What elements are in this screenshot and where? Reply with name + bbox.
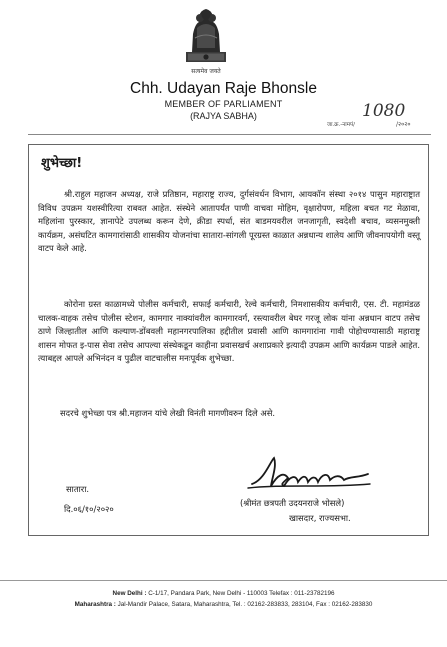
letter-paragraph: श्री.राहुल महाजन अध्यक्ष, राजे प्रतिष्ठान, महाराष्ट्र राज्य, दुर्गसंवर्धन विभाग, आयकॉन संस्था २०१४ पासुन महाराष्ट्रात विविध उपक्रम यशस्वीरित्या राबवत आहेत. संस्थेने आतापर्यंत पाणी वाचवा मोहिम, वृक्षारोपण, महिला बचत गट मेळावा, महिलांना पुरस्कार, ज्ञानापेटे उपलब्ध करून देणे, क्रीडा स्पर्धा, संत बाडमयवरील जनजागृती, स्वदेशी बचाव, व्यसनमुक्ती कार्यक्रम, असंघटित कामगारांसाठी शासकीय योजनांचा सातारा-सांगली पूरग्रस्त काळात अन्नधान्य शालेय आणि जीवनापयोगी वस्तू वाटप केले आहे. — [38, 189, 421, 254]
signatory-designation: खासदार, राज्यसभा. — [289, 513, 351, 523]
emblem-motto: सत्यमेव जयते — [191, 68, 221, 75]
footer-text: Jal-Mandir Palace, Satara, Maharashtra, Tel. : 02162-283833, 283104, Fax : 02162-283830 — [115, 601, 373, 608]
footer-text: C-1/17, Pandara Park, New Delhi - 110003 Telefax : 011-23782196 — [146, 590, 335, 597]
signatory-name: (श्रीमंत छत्रपती उदयनराजे भोसले) — [240, 498, 345, 508]
sender-house: (RAJYA SABHA) — [190, 111, 257, 121]
footer-address-delhi — [0, 590, 447, 597]
state-emblem-icon — [183, 4, 229, 66]
footer-label: Maharashtra : — [74, 601, 116, 608]
letter-paragraph: कोरोना ग्रस्त काळामध्ये पोलीस कर्मचारी, सफाई कर्मचारी, रेल्वे कर्मचारी, निमशासकीय कर्मचारी, एस. टी. महामंडळ चालक-वाहक तसेच पोलीस स्टेशन, कामगार नाक्यांवरील कामगारवर्ग, रस्त्यावरील बेघर गरजू लोक यांना अन्नधान वाटप तसेच ठाणे जिल्हातील आणि कल्याण-डोंबवली महानगरपालिका हद्दीतील प्रवासी आणि कामगारांना गावी पोहोचण्यासाठी महाराष्ट्र शासन मोफत इ-पास सेवा तसेच आपल्या संस्थेकडून काहीना प्रवासखर्च अशाप्रकारे इत्यादी उपक्रम आणि कार्यक्रम पाडले आहेत. त्याबद्दल आपले अभिनंदन व पुढील वाटचालीस मनःपूर्वक शुभेच्छा. — [38, 299, 420, 364]
letter-date: दि.०६/१०/२०२० — [64, 504, 114, 514]
reference-number: 1080 — [362, 101, 406, 121]
letter-place: सातारा. — [66, 484, 90, 494]
greeting-heading: शुभेच्छा! — [41, 156, 83, 171]
footer-label: New Delhi : — [112, 590, 147, 597]
sender-name: Chh. Udayan Raje Bhonsle — [130, 80, 317, 97]
footer-divider — [0, 580, 447, 581]
footer-address-maharashtra — [0, 601, 447, 608]
letter-paragraph: सदरचे शुभेच्छा पत्र श्री.महाजन यांचे लेखी विनंती मागणीवरुन दिले असे. — [60, 408, 276, 418]
reference-label: जा.क्र.-नामपं/ — [327, 122, 355, 128]
header-divider — [28, 134, 431, 135]
reference-year: /२०२० — [396, 121, 411, 128]
handwritten-signature — [244, 454, 374, 494]
sender-title: MEMBER OF PARLIAMENT — [164, 99, 283, 109]
